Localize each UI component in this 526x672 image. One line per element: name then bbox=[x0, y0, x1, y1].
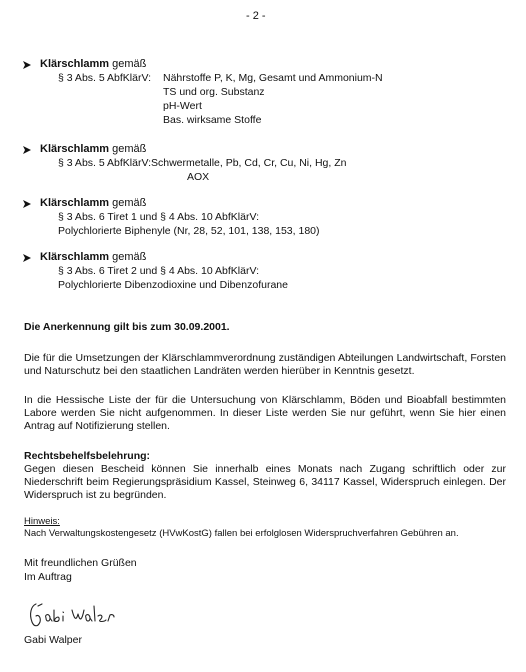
closing-im-auftrag: Im Auftrag bbox=[24, 571, 72, 583]
handwritten-signature bbox=[26, 600, 146, 632]
section-1-reference: § 3 Abs. 5 AbfKlärV: bbox=[58, 72, 152, 84]
arrow-bullet-icon bbox=[22, 199, 32, 209]
section-1-item: Nährstoffe P, K, Mg, Gesamt und Ammonium-N bbox=[163, 72, 383, 84]
section-2-reference: § 3 Abs. 5 AbfKlärV:Schwermetalle, Pb, Cd, Cr, Cu, Ni, Hg, Zn bbox=[58, 157, 347, 169]
section-3-item: Polychlorierte Biphenyle (Nr, 28, 52, 101, 138, 153, 180) bbox=[58, 225, 320, 237]
section-2-item: AOX bbox=[187, 171, 210, 183]
notice-heading: Hinweis: bbox=[24, 516, 60, 527]
signatory-name: Gabi Walper bbox=[24, 634, 82, 646]
paragraph-hessian-list: In die Hessische Liste der für die Untersuchung von Klärschlamm, Böden und Bioabfall bestimmten Labore werden Sie nicht aufgenommen. In dieser Liste werden Sie nur geführt, wenn Sie hier einen Antrag auf Notifizierung stellen. bbox=[24, 394, 506, 432]
closing-greeting: Mit freundlichen Grüßen bbox=[24, 557, 137, 569]
legal-remedy-heading: Rechtsbehelfsbelehrung: bbox=[24, 450, 151, 462]
paragraph-notification: Die für die Umsetzungen der Klärschlammverordnung zuständigen Abteilungen Landwirtschaft, Forsten und Naturschutz bei den staatlichen Landräten werden hierüber in Kenntnis gesetzt. bbox=[24, 352, 506, 377]
section-4-reference: § 3 Abs. 6 Tiret 2 und § 4 Abs. 10 AbfKlärV: bbox=[58, 265, 259, 277]
section-3-title: Klärschlamm gemäß bbox=[40, 197, 147, 209]
section-1-item: TS und org. Substanz bbox=[163, 86, 265, 98]
section-1-title: Klärschlamm gemäß bbox=[40, 58, 147, 70]
arrow-bullet-icon bbox=[22, 145, 32, 155]
legal-remedy-text: Gegen diesen Bescheid können Sie innerhalb eines Monats nach Zugang schriftlich oder zur Niederschrift beim Regierungspräsidium Kassel, Steinweg 6, 34117 Kassel, Widerspruch einlegen. Der Widerspruch ist zu begründen. bbox=[24, 463, 506, 501]
notice-text: Nach Verwaltungskostengesetz (HVwKostG) fallen bei erfolglosen Widerspruchverfahren Gebühren an. bbox=[24, 528, 459, 539]
page-number: - 2 - bbox=[246, 10, 266, 22]
section-4-title: Klärschlamm gemäß bbox=[40, 251, 147, 263]
section-1-item: pH-Wert bbox=[163, 100, 202, 112]
arrow-bullet-icon bbox=[22, 60, 32, 70]
section-2-title: Klärschlamm gemäß bbox=[40, 143, 147, 155]
arrow-bullet-icon bbox=[22, 253, 32, 263]
section-1-item: Bas. wirksame Stoffe bbox=[163, 114, 262, 126]
validity-statement: Die Anerkennung gilt bis zum 30.09.2001. bbox=[24, 321, 230, 333]
section-4-item: Polychlorierte Dibenzodioxine und Dibenzofurane bbox=[58, 279, 288, 291]
section-3-reference: § 3 Abs. 6 Tiret 1 und § 4 Abs. 10 AbfKlärV: bbox=[58, 211, 259, 223]
